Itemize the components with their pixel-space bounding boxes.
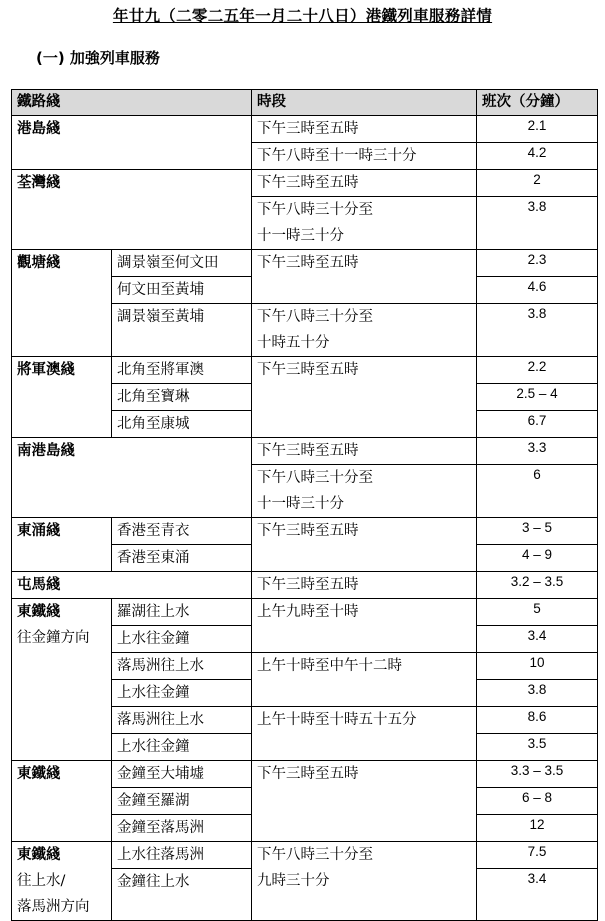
period-cell: 下午三時至五時: [252, 572, 477, 599]
section-cell: 金鐘至大埔墟: [112, 761, 252, 788]
line-name: 港島綫: [12, 116, 252, 170]
section-heading: (一) 加強列車服務: [36, 49, 160, 67]
line-direction: 往上水/: [17, 873, 66, 889]
table-row: [12, 170, 598, 197]
period-cell: [252, 465, 477, 518]
interval-cell: 3.4: [477, 869, 598, 921]
interval-cell: 2.5 – 4: [477, 384, 598, 411]
line-name: 東涌綫: [12, 518, 112, 572]
period-line-1: 下午八時三十分至: [257, 202, 373, 218]
period-line-2: 十一時三十分: [257, 228, 344, 244]
interval-cell: 3.3: [477, 438, 598, 465]
period-line-2: 十一時三十分: [257, 496, 344, 512]
line-name: 東鐵綫: [12, 761, 112, 842]
interval-cell: 8.6: [477, 707, 598, 734]
period-cell: [252, 842, 477, 921]
interval-cell: 12: [477, 815, 598, 842]
period-line-1: 下午八時三十分至: [257, 470, 373, 486]
section-cell: 調景嶺至黃埔: [112, 304, 252, 357]
interval-cell: 4.2: [477, 143, 598, 170]
interval-cell: 3.8: [477, 680, 598, 707]
interval-cell: 3.2 – 3.5: [477, 572, 598, 599]
interval-cell: 10: [477, 653, 598, 680]
section-cell: 調景嶺至何文田: [112, 250, 252, 277]
section-cell: 上水往金鐘: [112, 626, 252, 653]
period-cell: 下午三時至五時: [252, 438, 477, 465]
period-line-2: 九時三十分: [257, 873, 330, 889]
table-row: [12, 761, 598, 788]
interval-cell: 4.6: [477, 277, 598, 304]
line-name: 南港島綫: [12, 438, 252, 518]
interval-cell: 2.1: [477, 116, 598, 143]
interval-cell: 3.3 – 3.5: [477, 761, 598, 788]
header-period: 時段: [252, 90, 477, 116]
section-cell: 何文田至黃埔: [112, 277, 252, 304]
table-row: [12, 599, 598, 626]
line-name-cell: [12, 842, 112, 921]
period-cell: [252, 304, 477, 357]
section-cell: 金鐘至羅湖: [112, 788, 252, 815]
line-name: 屯馬綫: [12, 572, 252, 599]
table-row: [12, 250, 598, 277]
interval-cell: 5: [477, 599, 598, 626]
table-row: [12, 842, 598, 869]
interval-cell: 3.8: [477, 197, 598, 250]
line-direction: 往金鐘方向: [17, 630, 90, 646]
section-cell: 北角至康城: [112, 411, 252, 438]
interval-cell: 3.4: [477, 626, 598, 653]
section-cell: 香港至青衣: [112, 518, 252, 545]
interval-cell: 6 – 8: [477, 788, 598, 815]
period-line-2: 十時五十分: [257, 335, 330, 351]
line-name: 東鐵綫: [17, 604, 61, 620]
period-cell: 下午三時至五時: [252, 357, 477, 438]
period-cell: 下午三時至五時: [252, 170, 477, 197]
page-title: 年廿九（二零二五年一月二十八日）港鐵列車服務詳情: [112, 7, 493, 25]
header-line: 鐵路綫: [12, 90, 252, 116]
interval-cell: 6.7: [477, 411, 598, 438]
section-cell: 落馬洲往上水: [112, 653, 252, 680]
line-name: 荃灣綫: [12, 170, 252, 250]
line-name-cell: [12, 599, 112, 761]
section-cell: 上水往金鐘: [112, 734, 252, 761]
period-line-1: 下午八時三十分至: [257, 847, 373, 863]
interval-cell: 2.2: [477, 357, 598, 384]
interval-cell: 3 – 5: [477, 518, 598, 545]
period-cell: 下午三時至五時: [252, 116, 477, 143]
period-line-1: 下午八時三十分至: [257, 309, 373, 325]
interval-cell: 7.5: [477, 842, 598, 869]
section-cell: 香港至東涌: [112, 545, 252, 572]
period-cell: 上午九時至十時: [252, 599, 477, 653]
line-direction: 落馬洲方向: [17, 899, 90, 915]
interval-cell: 2.3: [477, 250, 598, 277]
table-row: [12, 572, 598, 599]
section-cell: 金鐘往上水: [112, 869, 252, 921]
interval-cell: 2: [477, 170, 598, 197]
period-cell: 下午八時至十一時三十分: [252, 143, 477, 170]
section-cell: 落馬洲往上水: [112, 707, 252, 734]
line-name: 東鐵綫: [17, 847, 61, 863]
table-row: [12, 116, 598, 143]
section-cell: 羅湖往上水: [112, 599, 252, 626]
interval-cell: 6: [477, 465, 598, 518]
section-cell: 金鐘至落馬洲: [112, 815, 252, 842]
table-row: [12, 357, 598, 384]
section-cell: 北角至將軍澳: [112, 357, 252, 384]
period-cell: 上午十時至中午十二時: [252, 653, 477, 707]
period-cell: 下午三時至五時: [252, 518, 477, 572]
section-cell: 北角至寶琳: [112, 384, 252, 411]
interval-cell: 3.5: [477, 734, 598, 761]
period-cell: 下午三時至五時: [252, 250, 477, 304]
table-row: [12, 438, 598, 465]
line-name: 將軍澳綫: [12, 357, 112, 438]
table-header-row: [12, 90, 598, 116]
interval-cell: 4 – 9: [477, 545, 598, 572]
section-cell: 上水往金鐘: [112, 680, 252, 707]
service-table: [11, 89, 598, 921]
period-cell: 下午三時至五時: [252, 761, 477, 842]
period-cell: 上午十時至十時五十五分: [252, 707, 477, 761]
line-name: 觀塘綫: [12, 250, 112, 357]
header-interval: 班次（分鐘）: [477, 90, 598, 116]
interval-cell: 3.8: [477, 304, 598, 357]
table-row: [12, 518, 598, 545]
period-cell: [252, 197, 477, 250]
section-cell: 上水往落馬洲: [112, 842, 252, 869]
